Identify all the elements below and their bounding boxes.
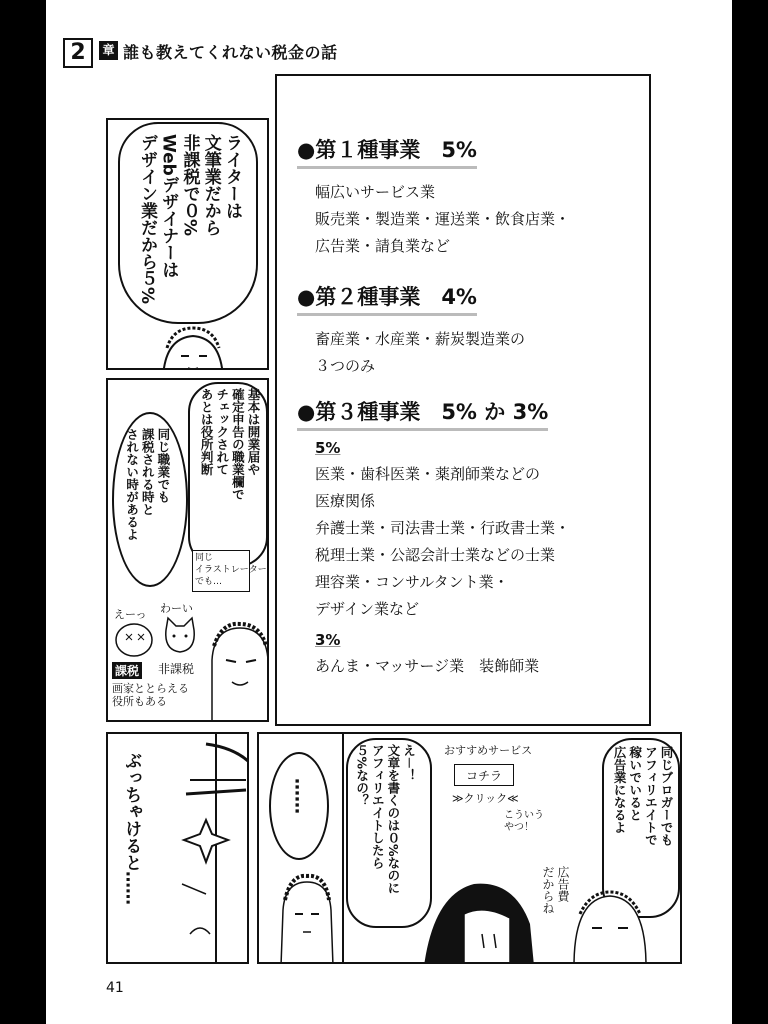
upset-face-icon bbox=[112, 620, 156, 660]
manga-panel-5 bbox=[342, 732, 682, 964]
panel2-speech-right: 基本は開業届や 確定申告の職業欄で チェックされて あとは役所判断 bbox=[199, 388, 261, 501]
screen-title: おすすめサービス bbox=[444, 744, 533, 757]
category-1-title: ●第１種事業 5% bbox=[297, 134, 477, 169]
screen-button: コチラ bbox=[466, 769, 503, 783]
panel4-speech: …… bbox=[290, 778, 312, 814]
screen-click: ≫クリック≪ bbox=[452, 792, 519, 805]
category-1 bbox=[297, 134, 570, 260]
panel5-speech-left: え－！ 文章を書くのは０%なのに アフィリエイトしたら ５%なの？ bbox=[354, 744, 417, 895]
category-3-body1: 医業・歯科医業・薬剤師業などの 医療関係 弁護士業・司法書士業・行政書士業・ 税理士業・公認会計士業などの士業 理容業・コンサルタント業・ デザイン業など bbox=[315, 465, 571, 618]
character-face-icon bbox=[153, 318, 233, 370]
page-number: 41 bbox=[106, 980, 124, 996]
panel2-speech-left: 同じ職業でも 課税される時と されない時があるよ bbox=[124, 428, 171, 541]
manga-panel-3 bbox=[106, 732, 249, 964]
chapter-tag: 章 bbox=[99, 41, 118, 60]
chapter-title: 誰も教えてくれない税金の話 bbox=[123, 43, 338, 62]
category-3-body2: あんま・マッサージ業 装飾師業 bbox=[315, 657, 540, 675]
label-untaxed: 非課税 bbox=[158, 662, 195, 676]
reaction-right: わーい bbox=[160, 602, 193, 615]
man-face-icon bbox=[570, 884, 650, 964]
category-2-body: 畜産業・水産業・薪炭製造業の ３つのみ bbox=[315, 330, 526, 375]
label-taxed: 課税 bbox=[112, 662, 142, 679]
category-3-title: ●第３種事業 5% か 3% bbox=[297, 396, 548, 431]
character-face-icon bbox=[208, 620, 269, 720]
manga-panel-1 bbox=[106, 118, 269, 370]
panel1-speech: ライターは 文筆業だから 非課税で０% Webデザイナーは デザイン業だから５% bbox=[137, 134, 242, 305]
category-3-sub2: 3% bbox=[315, 631, 341, 649]
category-3-sub1: 5% bbox=[315, 439, 341, 457]
category-3 bbox=[297, 396, 570, 680]
sign-note: 同じ イラストレーター でも… bbox=[195, 553, 267, 587]
book-page bbox=[46, 0, 732, 1024]
category-2-title: ●第２種事業 4% bbox=[297, 281, 477, 316]
panel5-speech-right: 同じブロガーでも アフィリエイトで 稼いでいると 広告業になるよ bbox=[612, 746, 674, 846]
category-2 bbox=[297, 281, 525, 380]
tax-category-box bbox=[275, 74, 651, 726]
panel3-speech: ぶっちゃけると…… bbox=[121, 752, 142, 905]
chapter-number: 2 bbox=[63, 38, 93, 68]
category-1-body: 幅広いサービス業 販売業・製造業・運送業・飲食店業・ 広告業・請負業など bbox=[315, 183, 571, 255]
reaction-left: えーっ bbox=[114, 608, 147, 621]
character-closeup-icon bbox=[146, 734, 249, 964]
screen-note: こういう やつ！ bbox=[504, 810, 544, 833]
character-face-icon bbox=[277, 870, 337, 964]
panel2-caption: 画家ととらえる 役所もある bbox=[112, 682, 189, 708]
woman-face-icon bbox=[424, 844, 534, 964]
manga-panel-2 bbox=[106, 378, 269, 722]
panel5-aside: 広告費 だからね bbox=[541, 866, 570, 914]
cat-face-icon bbox=[160, 616, 200, 656]
